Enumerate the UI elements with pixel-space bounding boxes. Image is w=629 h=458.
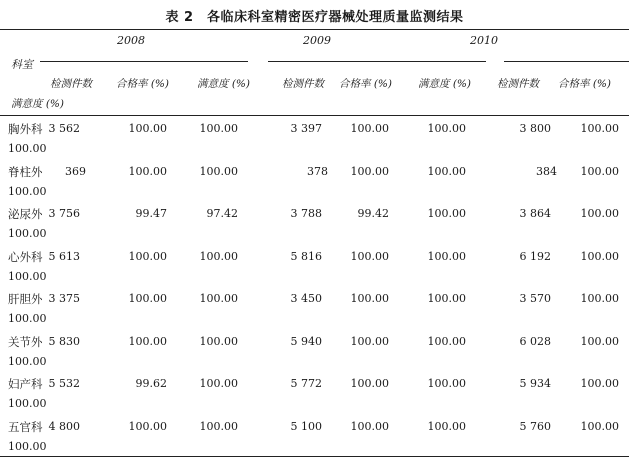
table-cell: 100.00	[580, 122, 619, 135]
table-cell: 5 613	[48, 250, 80, 263]
col-header-satisfaction-2009: 满意度 (%)	[418, 78, 472, 90]
table-cell: 384	[536, 165, 557, 178]
table-cell: 100.00	[350, 292, 389, 305]
table-cell: 100.00	[199, 420, 238, 433]
table-cell: 97.42	[206, 207, 238, 220]
col-header-satisfaction-2008: 满意度 (%)	[197, 78, 251, 90]
table-cell: 100.00	[350, 377, 389, 390]
bottom-rule	[0, 456, 629, 457]
col-header-satisfaction-2010: 满意度 (%)	[11, 98, 65, 110]
table-cell: 100.00	[350, 250, 389, 263]
table-cell: 99.47	[135, 207, 167, 220]
table-cell: 100.00	[350, 420, 389, 433]
year-rule-2010	[504, 61, 629, 62]
table-cell: 3 397	[290, 122, 322, 135]
col-header-pass-2010: 合格率 (%)	[558, 78, 612, 90]
table-cell: 3 800	[519, 122, 551, 135]
table-cell-wrapped: 100.00	[8, 312, 47, 325]
table-cell: 100.00	[199, 292, 238, 305]
table-cell: 3 864	[519, 207, 551, 220]
year-rule-2009-2010	[268, 61, 486, 62]
table-cell: 6 192	[519, 250, 551, 263]
header-bottom-rule	[0, 115, 629, 116]
col-header-count-2008: 检测件数	[50, 78, 92, 90]
table-cell: 100.00	[128, 420, 167, 433]
table-cell: 100.00	[427, 335, 466, 348]
table-cell-wrapped: 100.00	[8, 185, 47, 198]
table-cell: 100.00	[580, 207, 619, 220]
dept-name: 肝胆外	[8, 292, 43, 306]
table-cell: 100.00	[580, 250, 619, 263]
table-cell: 5 816	[290, 250, 322, 263]
table-cell: 3 375	[48, 292, 80, 305]
table-cell: 99.42	[357, 207, 389, 220]
top-rule	[0, 29, 629, 30]
table-cell: 100.00	[199, 377, 238, 390]
table-cell: 100.00	[427, 420, 466, 433]
table-cell: 4 800	[48, 420, 80, 433]
table-cell: 3 788	[290, 207, 322, 220]
table-cell: 3 756	[48, 207, 80, 220]
table-cell: 100.00	[580, 292, 619, 305]
year-2010: 2010	[470, 34, 498, 47]
table-cell: 5 100	[290, 420, 322, 433]
table-cell: 100.00	[580, 420, 619, 433]
table-cell-wrapped: 100.00	[8, 227, 47, 240]
table-cell: 3 450	[290, 292, 322, 305]
dept-column-header: 科室	[11, 58, 33, 71]
table-cell: 100.00	[128, 250, 167, 263]
table-cell: 100.00	[350, 165, 389, 178]
table-cell: 5 830	[48, 335, 80, 348]
table-cell: 100.00	[427, 292, 466, 305]
table-cell: 100.00	[350, 122, 389, 135]
dept-name: 妇产科	[8, 377, 43, 391]
dept-name: 五官科	[8, 420, 43, 434]
table-cell: 100.00	[350, 335, 389, 348]
dept-name: 心外科	[8, 250, 43, 264]
table-cell: 100.00	[128, 292, 167, 305]
table-cell: 100.00	[427, 207, 466, 220]
table-cell: 5 772	[290, 377, 322, 390]
dept-name: 胸外科	[8, 122, 43, 136]
table-cell: 100.00	[128, 335, 167, 348]
col-header-pass-2008: 合格率 (%)	[116, 78, 170, 90]
table-cell-wrapped: 100.00	[8, 440, 47, 453]
table-cell: 369	[65, 165, 86, 178]
table-cell: 100.00	[580, 165, 619, 178]
table-cell: 100.00	[580, 377, 619, 390]
table-cell: 5 760	[519, 420, 551, 433]
table-cell: 3 570	[519, 292, 551, 305]
table-cell-wrapped: 100.00	[8, 142, 47, 155]
table-cell-wrapped: 100.00	[8, 397, 47, 410]
table-cell-wrapped: 100.00	[8, 355, 47, 368]
table-cell: 100.00	[199, 335, 238, 348]
table-cell-wrapped: 100.00	[8, 270, 47, 283]
table-cell: 100.00	[128, 122, 167, 135]
table-cell: 99.62	[135, 377, 167, 390]
col-header-count-2009: 检测件数	[282, 78, 324, 90]
dept-name: 泌尿外	[8, 207, 43, 221]
table-title: 表 2 各临床科室精密医疗器械处理质量监测结果	[165, 10, 464, 25]
dept-name: 脊柱外	[8, 165, 43, 179]
table-cell: 100.00	[199, 122, 238, 135]
table-cell: 6 028	[519, 335, 551, 348]
table-cell: 100.00	[427, 377, 466, 390]
table-cell: 100.00	[427, 122, 466, 135]
table-cell: 5 940	[290, 335, 322, 348]
year-rule-2008	[40, 61, 248, 62]
year-2008: 2008	[117, 34, 145, 47]
table-cell: 100.00	[580, 335, 619, 348]
table-cell: 100.00	[128, 165, 167, 178]
table-cell: 3 562	[48, 122, 80, 135]
table-cell: 100.00	[199, 165, 238, 178]
dept-name: 关节外	[8, 335, 43, 349]
table-cell: 100.00	[427, 165, 466, 178]
table-cell: 5 532	[48, 377, 80, 390]
col-header-count-2010: 检测件数	[497, 78, 539, 90]
table-cell: 5 934	[519, 377, 551, 390]
col-header-pass-2009: 合格率 (%)	[339, 78, 393, 90]
table-cell: 378	[307, 165, 328, 178]
table-cell: 100.00	[427, 250, 466, 263]
year-2009: 2009	[303, 34, 331, 47]
table-cell: 100.00	[199, 250, 238, 263]
